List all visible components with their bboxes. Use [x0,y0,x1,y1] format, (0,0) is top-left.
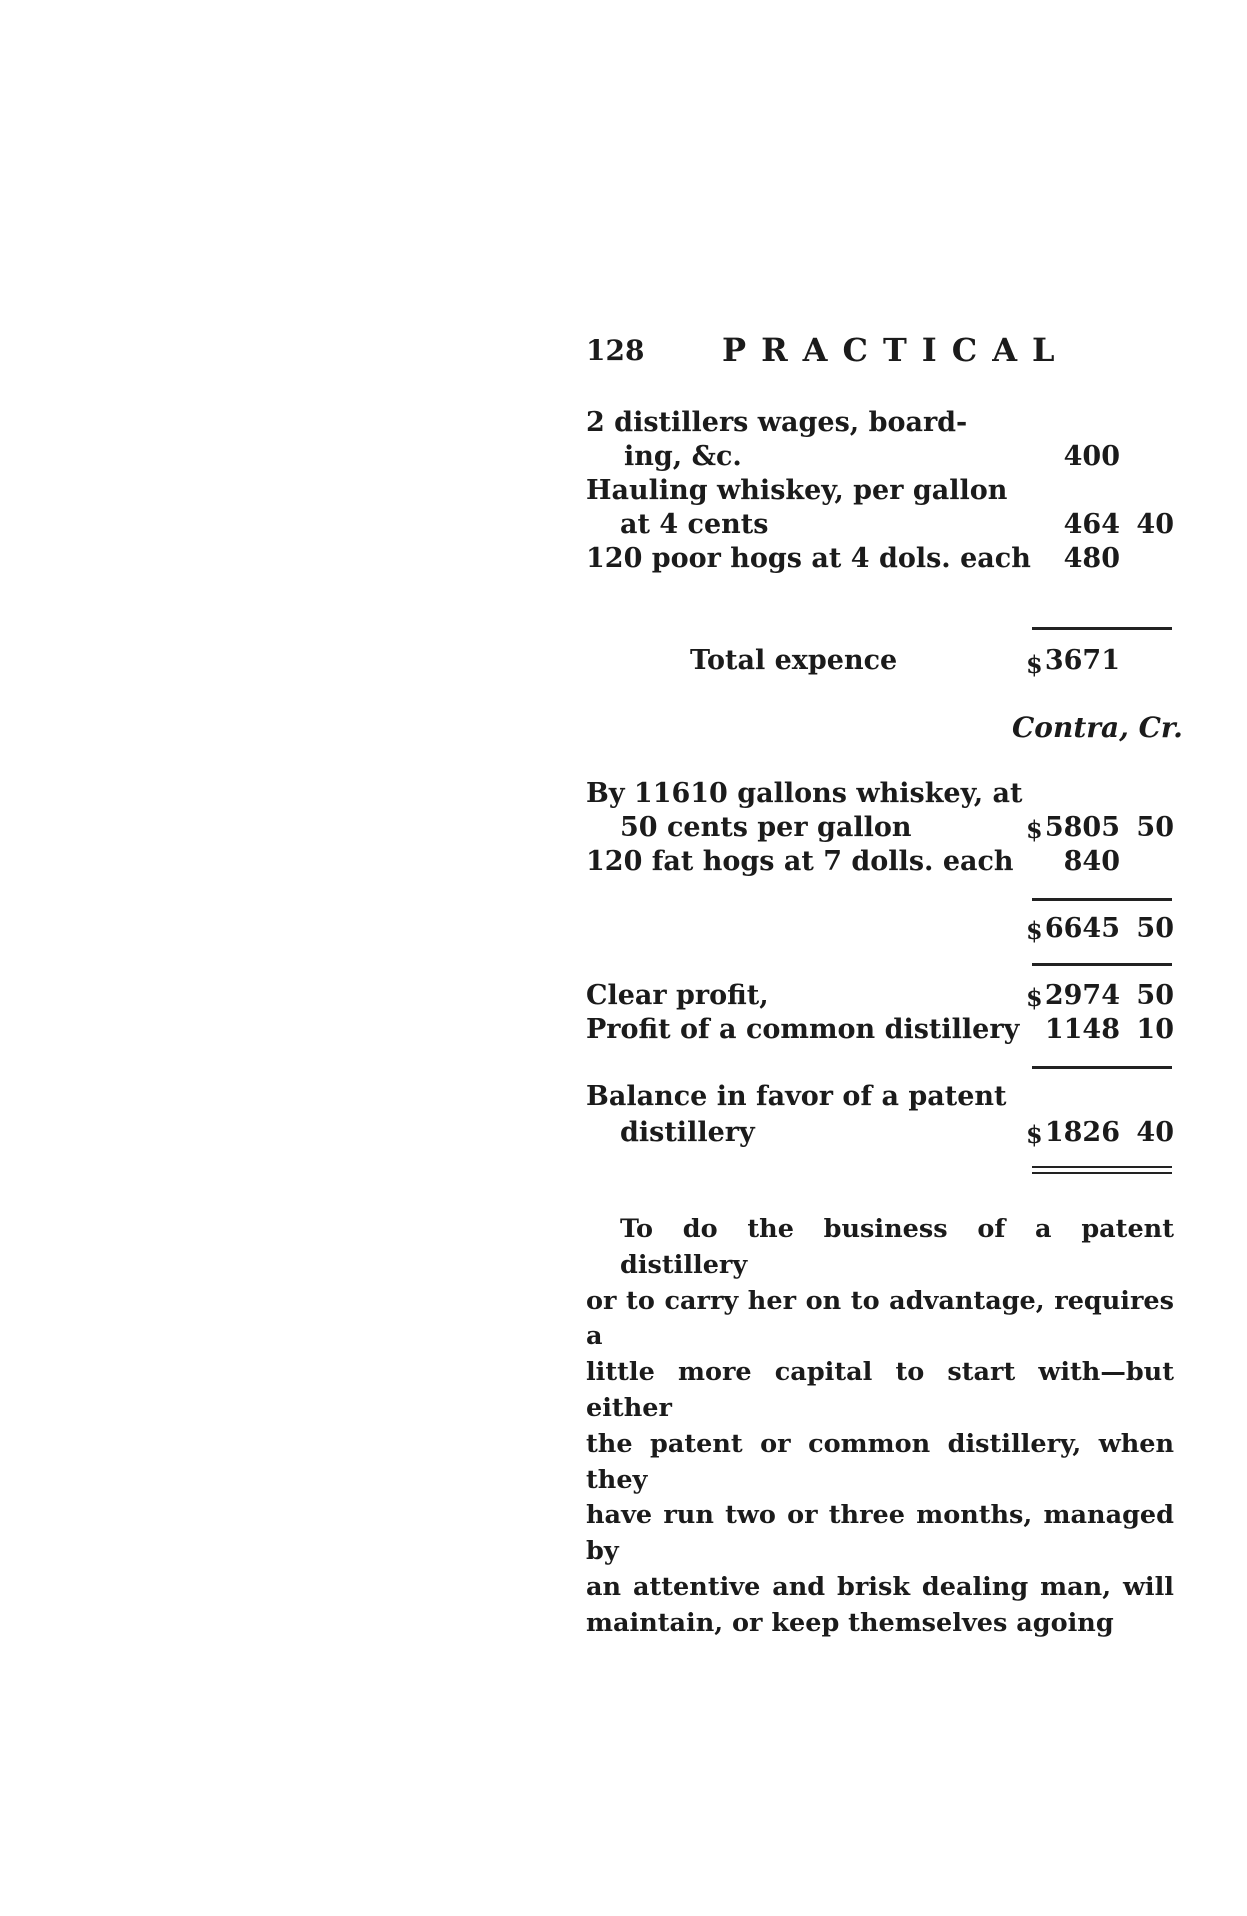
body-paragraph [586,1212,1174,1642]
currency-symbol: $ [1026,916,1043,945]
expense-amount-cents: 40 [1136,509,1174,540]
total-expence-amount: 3671 [1044,645,1120,676]
clear-profit-dollars: 2974 [1044,980,1120,1011]
paragraph-line: have run two or three months, managed by [586,1500,1174,1567]
total-expence-label: Total expence [690,645,898,676]
page-number: 128 [586,334,645,367]
paragraph-line: or to carry her on to advantage, requires a [586,1285,1174,1352]
expense-amount-dollars: 464 [1063,509,1120,540]
credit-amount-dollars: 5805 [1044,812,1120,843]
paragraph-line: an attentive and brisk dealing man, will [586,1571,1174,1602]
expense-amount-dollars: 400 [1063,441,1120,472]
currency-symbol: $ [1026,650,1043,679]
sum-rule [1032,1066,1172,1069]
paragraph-line: the patent or common distillery, when they [586,1428,1174,1495]
balance-label-line: Balance in favor of a patent [586,1081,1007,1112]
common-profit-dollars: 1148 [1044,1014,1120,1045]
credit-item-line: By 11610 gallons whiskey, at [586,778,1023,809]
expense-amount-dollars: 480 [1063,543,1120,574]
common-profit-cents: 10 [1136,1014,1174,1045]
sum-rule [1032,898,1172,901]
credit-item-line: 50 cents per gallon [620,812,912,843]
double-rule [1032,1166,1172,1174]
clear-profit-cents: 50 [1136,980,1174,1011]
currency-symbol: $ [1026,815,1043,844]
balance-dollars: 1826 [1044,1117,1120,1148]
paragraph-line: little more capital to start with—but either [586,1357,1174,1423]
currency-symbol: $ [1026,1120,1043,1149]
expense-item-line: at 4 cents [620,509,769,540]
credit-total-cents: 50 [1136,913,1174,944]
running-title: PRACTICAL [722,331,1070,369]
credit-amount-dollars: 840 [1063,846,1120,877]
expense-item-line: 120 poor hogs at 4 dols. each [586,543,1031,574]
contra-heading: Contra, Cr. [1012,711,1183,744]
credit-item-line: 120 fat hogs at 7 dolls. each [586,846,1014,877]
expense-item-line: Hauling whiskey, per gallon [586,475,1008,506]
common-profit-label: Profit of a common distillery [586,1014,1020,1045]
balance-label-line: distillery [620,1117,755,1148]
sum-rule [1032,963,1172,966]
expense-item-line: 2 distillers wages, board- [586,407,968,438]
paragraph-line: maintain, or keep themselves agoing [586,1607,1114,1638]
credit-total-dollars: 6645 [1044,913,1120,944]
clear-profit-label: Clear profit, [586,980,769,1011]
expense-item-line: ing, &c. [624,441,742,472]
currency-symbol: $ [1026,983,1043,1012]
balance-cents: 40 [1136,1117,1174,1148]
sum-rule [1032,627,1172,630]
credit-amount-cents: 50 [1136,812,1174,843]
paragraph-line: To do the business of a patent distillery [620,1214,1174,1280]
